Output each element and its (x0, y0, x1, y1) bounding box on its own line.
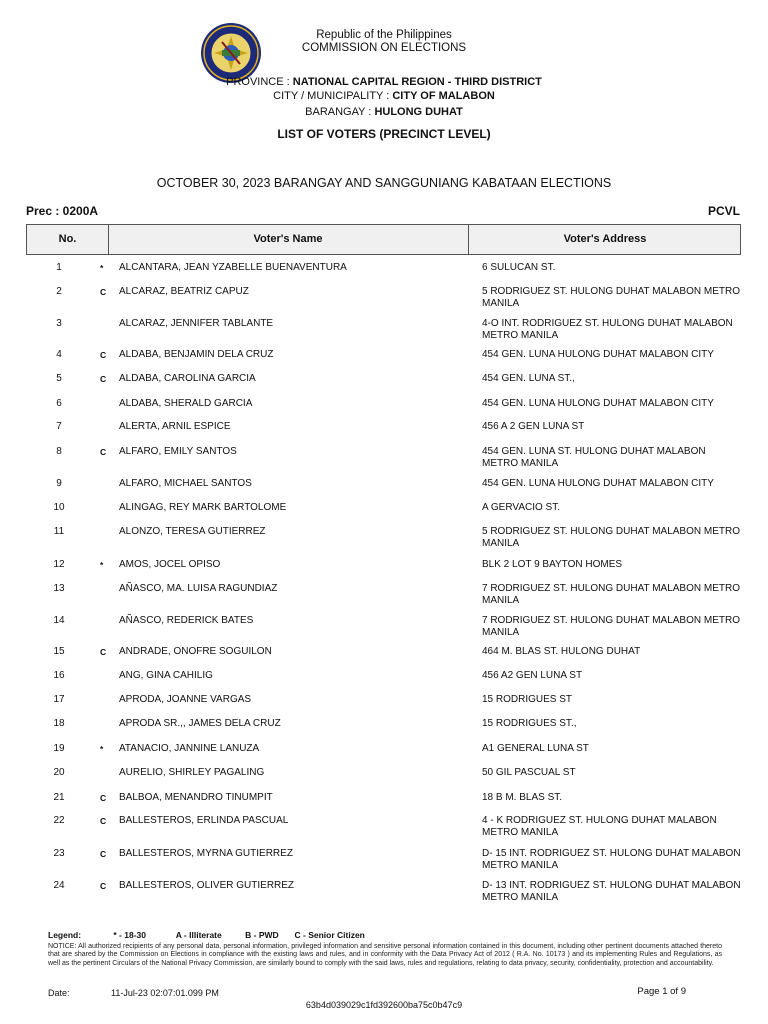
voter-address: 456 A2 GEN LUNA ST (482, 670, 583, 681)
voter-address: 454 GEN. LUNA HULONG DUHAT MALABON CITY (482, 349, 714, 360)
voter-marker: C (100, 350, 107, 360)
voter-name: AURELIO, SHIRLEY PAGALING (119, 767, 265, 778)
voter-address: 454 GEN. LUNA HULONG DUHAT MALABON CITY (482, 398, 714, 409)
column-header-no: No. (27, 225, 109, 254)
voter-address: 50 GIL PASCUAL ST (482, 767, 576, 778)
voter-number: 17 (53, 694, 65, 705)
voter-number: 16 (53, 670, 65, 681)
voter-number: 11 (53, 526, 65, 537)
page-number: Page 1 of 9 (637, 986, 686, 997)
voter-marker: C (100, 647, 107, 657)
voter-name: ALCARAZ, JENNIFER TABLANTE (119, 318, 274, 329)
voter-number: 14 (53, 615, 65, 626)
barangay-value: HULONG DUHAT (374, 106, 463, 118)
voter-number: 20 (53, 767, 65, 778)
voter-address: 464 M. BLAS ST. HULONG DUHAT (482, 646, 641, 657)
voter-name: APRODA, JOANNE VARGAS (119, 694, 252, 705)
voter-name: ALCARAZ, BEATRIZ CAPUZ (119, 286, 249, 297)
legend-item-illiterate: A - Illiterate (175, 930, 222, 940)
voter-marker: * (100, 744, 104, 754)
privacy-notice: NOTICE: All authorized recipients of any personal data, personal information, privileged information and sensitive personal information contained in this document, including other pertinent documents attached thereto that are shared by the Commission on Elections in compliance with the existing laws and rules, and in conformity with the Data Privacy Act of 2012 ( R.A. No. 10173 ) and its implementing Rules and Regulations, as well as the pertinent Circulars of the National Privacy Commission, are similarly bound to comply with the said laws, rules and regulations, relating to data privacy, security, confidentiality, protection and accountability. (48, 943, 722, 967)
voter-name: ALDABA, CAROLINA GARCIA (119, 373, 256, 384)
voter-name: ATANACIO, JANNINE LANUZA (119, 743, 260, 754)
voter-name: AÑASCO, MA. LUISA RAGUNDIAZ (119, 583, 278, 594)
barangay-label: BARANGAY : (305, 106, 375, 118)
voter-name: ALFARO, MICHAEL SANTOS (119, 478, 252, 489)
voter-address: 18 B M. BLAS ST. (482, 792, 563, 803)
voter-number: 21 (53, 792, 65, 803)
column-header-name: Voter's Name (108, 225, 469, 254)
voter-address: BLK 2 LOT 9 BAYTON HOMES (482, 559, 623, 570)
voter-address: 7 RODRIGUEZ ST. HULONG DUHAT MALABON METRO MANILA (482, 583, 740, 606)
voter-number: 1 (56, 262, 62, 273)
voter-address: 5 RODRIGUEZ ST. HULONG DUHAT MALABON METRO MANILA (482, 526, 740, 549)
legend (48, 930, 365, 940)
voter-name: BALLESTEROS, OLIVER GUTIERREZ (119, 880, 295, 891)
voter-marker: C (100, 816, 107, 826)
barangay-line (0, 106, 768, 118)
legend-item-pwd: B - PWD (245, 930, 279, 940)
province-value: NATIONAL CAPITAL REGION - THIRD DISTRICT (292, 76, 542, 88)
voter-address: A1 GENERAL LUNA ST (482, 743, 589, 754)
city-label: CITY / MUNICIPALITY : (273, 90, 393, 102)
province-label: PROVINCE : (226, 76, 293, 88)
voter-name: AMOS, JOCEL OPISO (119, 559, 221, 570)
voter-number: 9 (56, 478, 62, 489)
voter-marker: C (100, 447, 107, 457)
table-header (26, 224, 741, 255)
voter-marker: C (100, 374, 107, 384)
voter-name: ALERTA, ARNIL ESPICE (119, 421, 231, 432)
city-value: CITY OF MALABON (392, 90, 495, 102)
commission-line: COMMISSION ON ELECTIONS (301, 42, 467, 54)
voter-marker: C (100, 849, 107, 859)
voter-name: BALLESTEROS, ERLINDA PASCUAL (119, 815, 289, 826)
voter-marker: * (100, 560, 104, 570)
date-label: Date: (48, 988, 70, 998)
voter-address: 6 SULUCAN ST. (482, 262, 556, 273)
legend-label: Legend: (48, 930, 82, 940)
voter-number: 18 (53, 718, 65, 729)
election-title: OCTOBER 30, 2023 BARANGAY AND SANGGUNIANG KABATAAN ELECTIONS (156, 176, 612, 190)
voter-name: ALDABA, SHERALD GARCIA (119, 398, 253, 409)
voter-number: 22 (53, 815, 65, 826)
voter-number: 24 (53, 880, 65, 891)
voter-number: 3 (56, 318, 62, 329)
voter-name: APRODA SR.,, JAMES DELA CRUZ (119, 718, 281, 729)
voter-address: 7 RODRIGUEZ ST. HULONG DUHAT MALABON METRO MANILA (482, 615, 740, 638)
voter-name: ALDABA, BENJAMIN DELA CRUZ (119, 349, 274, 360)
voter-name: BALLESTEROS, MYRNA GUTIERREZ (119, 848, 293, 859)
voter-address: D- 15 INT. RODRIGUEZ ST. HULONG DUHAT MALABON METRO MANILA (482, 848, 741, 871)
voter-marker: * (100, 263, 104, 273)
voter-address: 454 GEN. LUNA ST. HULONG DUHAT MALABON METRO MANILA (482, 446, 706, 469)
voter-number: 2 (56, 286, 62, 297)
voter-name: BALBOA, MENANDRO TINUMPIT (119, 792, 273, 803)
voter-number: 4 (56, 349, 62, 360)
voter-number: 5 (56, 373, 62, 384)
voter-number: 12 (53, 559, 65, 570)
document-hash: 63b4d039029c1fd392600ba75c0b47c9 (305, 1000, 463, 1010)
voter-number: 23 (53, 848, 65, 859)
voter-address: 454 GEN. LUNA HULONG DUHAT MALABON CITY (482, 478, 714, 489)
legend-item-youth: * - 18-30 (113, 930, 146, 940)
legend-item-senior: C - Senior Citizen (294, 930, 365, 940)
voter-number: 8 (56, 446, 62, 457)
voter-number: 19 (53, 743, 65, 754)
voter-number: 6 (56, 398, 62, 409)
voter-address: D- 13 INT. RODRIGUEZ ST. HULONG DUHAT MALABON METRO MANILA (482, 880, 741, 903)
voter-address: 5 RODRIGUEZ ST. HULONG DUHAT MALABON METRO MANILA (482, 286, 740, 309)
voter-marker: C (100, 793, 107, 803)
list-code: PCVL (707, 204, 740, 218)
voter-number: 10 (53, 502, 65, 513)
city-line (0, 90, 768, 102)
voter-address: 15 RODRIGUES ST., (482, 718, 577, 729)
voter-marker: C (100, 881, 107, 891)
voter-address: 4 - K RODRIGUEZ ST. HULONG DUHAT MALABON METRO MANILA (482, 815, 717, 838)
province-line (0, 76, 768, 88)
precinct-label: Prec : 0200A (26, 204, 99, 218)
voter-name: ALCANTARA, JEAN YZABELLE BUENAVENTURA (119, 262, 347, 273)
voter-number: 15 (53, 646, 65, 657)
voter-address: 15 RODRIGUES ST (482, 694, 573, 705)
voter-address: 456 A 2 GEN LUNA ST (482, 421, 585, 432)
column-header-address: Voter's Address (563, 233, 647, 245)
voter-name: AÑASCO, REDERICK BATES (119, 615, 254, 626)
list-title: LIST OF VOTERS (PRECINCT LEVEL) (277, 127, 491, 141)
voter-number: 7 (56, 421, 62, 432)
date-value: 11-Jul-23 02:07:01.099 PM (111, 988, 219, 998)
voter-number: 13 (53, 583, 65, 594)
voter-name: ANDRADE, ONOFRE SOGUILON (119, 646, 272, 657)
voter-marker: C (100, 287, 107, 297)
voter-address: 4-O INT. RODRIGUEZ ST. HULONG DUHAT MALABON METRO MANILA (482, 318, 733, 341)
republic-line: Republic of the Philippines (316, 29, 452, 41)
voter-name: ALONZO, TERESA GUTIERREZ (119, 526, 266, 537)
voter-address: 454 GEN. LUNA ST., (482, 373, 575, 384)
voter-name: ALFARO, EMILY SANTOS (119, 446, 237, 457)
voter-name: ANG, GINA CAHILIG (119, 670, 213, 681)
voter-address: A GERVACIO ST. (482, 502, 560, 513)
voter-name: ALINGAG, REY MARK BARTOLOME (119, 502, 287, 513)
